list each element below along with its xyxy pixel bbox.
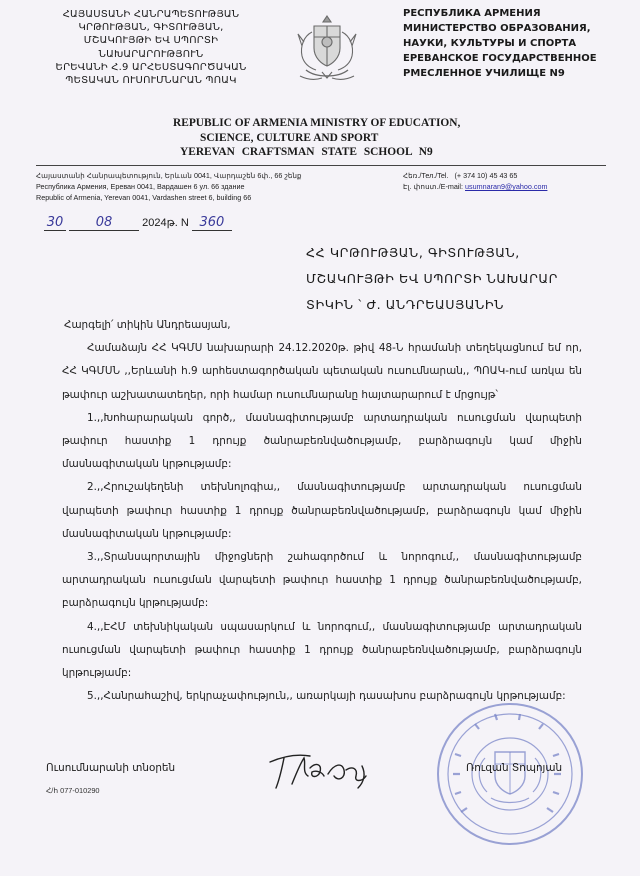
letterhead-line: SCIENCE, CULTURE AND SPORT — [200, 131, 379, 144]
english-letterhead — [165, 116, 465, 160]
number-label: N — [180, 217, 189, 229]
letterhead-line: ՆԱԽԱՐԱՐՈՒԹՅՈՒՆ — [98, 48, 204, 60]
address-block — [36, 170, 302, 203]
email-link[interactable]: usumnaran9@yahoo.com — [465, 182, 548, 191]
address-line: Republic of Armenia, Yerevan 0041, Vardashen street 6, building 66 — [36, 193, 252, 202]
coat-of-arms-icon — [292, 12, 362, 84]
salutation: Հարգելի՛ տիկին Անդրեասյան, — [64, 319, 231, 331]
date-month: 08 — [95, 215, 113, 230]
address-line: Հայաստանի Հանրապետություն, Երևան 0041, Վարդաշեն 6փ., 66 շենք — [36, 171, 302, 180]
vacancy-item: 5.,,Հանրահաշիվ, երկրաչափություն,, առարկայի դասախոս բարձրագույն կրթությամբ: — [87, 690, 566, 703]
recipient-block — [306, 240, 558, 318]
intro-paragraph: Համաձայն ՀՀ ԿԳՄՍ նախարարի 24.12.2020թ. թիվ 48-Ն հրամանի տեղեկացնում եմ որ, ՀՀ ԿԳՄՍՆ ,,Երևանի հ.9 արհեստագործական պետական ուսումնարան,, ՊՈԱԿ-ում առկա են թափուր աշխատատեղեր, որի համար ուսումնարանը հայտարարում է մրցույթ՝ — [62, 342, 582, 401]
phone-label: Հեռ./Тел./Tel. — [403, 171, 449, 180]
letterhead-line: ՄՇԱԿՈՒՅԹԻ ԵՎ ՍՊՈՐՏԻ — [83, 35, 219, 47]
official-seal-icon — [425, 694, 595, 854]
letterhead-line: ՊԵՏԱԿԱՆ ՈՒՍՈՒՄՆԱՐԱՆ ՊՈԱԿ — [65, 75, 237, 87]
vacancy-item: 3.,,Տրանսպորտային միջոցների շահագործում և նորոգում,, մասնագիտությամբ արտադրական ուսուցման վարպետի թափուր հաստիք 1 դրույք ծանրաբեռնվածությամբ, բարձրագույն կրթությամբ: — [62, 551, 582, 610]
letter-body — [62, 314, 582, 708]
letterhead-line: РМЕСЛЕННОЕ УЧИЛИЩЕ N9 — [403, 68, 565, 79]
director-signature — [262, 744, 412, 794]
address-line: Республика Армения, Ереван 0041, Вардашен 6 ул. 66 здание — [36, 182, 245, 191]
vacancy-item: 2.,,Հրուշակեղենի տեխնոլոգիա,, մասնագիտությամբ արտադրական ուսուցման վարպետի թափուր հաստիք 1 դրույք ծանրաբեռնվածությամբ, բարձրագույն կամ միջին մասնագիտական կրթությամբ: — [62, 481, 582, 540]
date-day: 30 — [46, 215, 64, 230]
recipient-line: ՀՀ ԿՐԹՈՒԹՅԱՆ, ԳԻՏՈՒԹՅԱՆ, — [306, 245, 520, 260]
phone-number: (+ 374 10) 45 43 65 — [454, 171, 518, 180]
letterhead-line: ЕРЕВАНСКОЕ ГОСУДАРСТВЕННОЕ — [403, 53, 597, 64]
contact-block — [403, 170, 547, 192]
letterhead-line: YEREVAN CRAFTSMAN STATE SCHOOL N9 — [180, 146, 433, 158]
recipient-line: ՄՇԱԿՈՒՅԹԻ ԵՎ ՍՊՈՐՏԻ ՆԱԽԱՐԱՐ — [306, 271, 559, 286]
letterhead-line: МИНИСТЕРСТВО ОБРАЗОВАНИЯ, — [403, 23, 591, 34]
date-number-line — [44, 215, 232, 231]
date-year: 2024թ. — [142, 217, 178, 229]
signatory-name: Ռուզան Տոպոյան — [466, 762, 563, 774]
russian-letterhead — [403, 6, 633, 81]
header-divider — [36, 165, 606, 166]
email-label: Էլ. փոստ./E-mail: — [403, 182, 464, 191]
letterhead-line: ԿՐԹՈՒԹՅԱՆ, ԳԻՏՈՒԹՅԱՆ, — [78, 22, 224, 34]
registration-number: Հ/հ 077-010290 — [46, 786, 100, 795]
vacancy-item: 1.,,Խոհարարական գործ,, մասնագիտությամբ արտադրական ուսուցման վարպետի թափուր հաստիք 1 դրույք ծանրաբեռնվածությամբ, բարձրագույն կամ միջին մասնագիտական կրթությամբ: — [62, 411, 582, 471]
letterhead-line: НАУКИ, КУЛЬТУРЫ И СПОРТА — [403, 38, 577, 49]
recipient-line: ՏԻԿԻՆ ՝ Ժ. ԱՆԴՐԵԱՍՅԱՆԻՆ — [306, 297, 504, 312]
letterhead-line: РЕСПУБЛИКА АРМЕНИЯ — [403, 8, 541, 19]
vacancy-item: 4.,,ԷՀՄ տեխնիկական սպասարկում և նորոգում,, մասնագիտությամբ արտադրական ուսուցման վարպետի թափուր հաստիք 1 դրույք ծանրաբեռնվածությամբ, բարձրագույն կրթությամբ: — [62, 620, 582, 680]
letterhead-line: ՀԱՅԱՍՏԱՆԻ ՀԱՆՐԱՊԵՏՈՒԹՅԱՆ — [62, 9, 240, 20]
letterhead-line: ԵՐԵՎԱՆԻ Հ.9 ԱՐՀԵՍՏԱԳՈՐԾԱԿԱՆ — [55, 61, 247, 73]
outgoing-number: 360 — [199, 215, 225, 230]
letterhead-line: REPUBLIC OF ARMENIA MINISTRY OF EDUCATION, — [173, 117, 461, 129]
signatory-position: Ուսումնարանի տնօրեն — [46, 762, 176, 774]
armenian-letterhead — [26, 8, 276, 87]
